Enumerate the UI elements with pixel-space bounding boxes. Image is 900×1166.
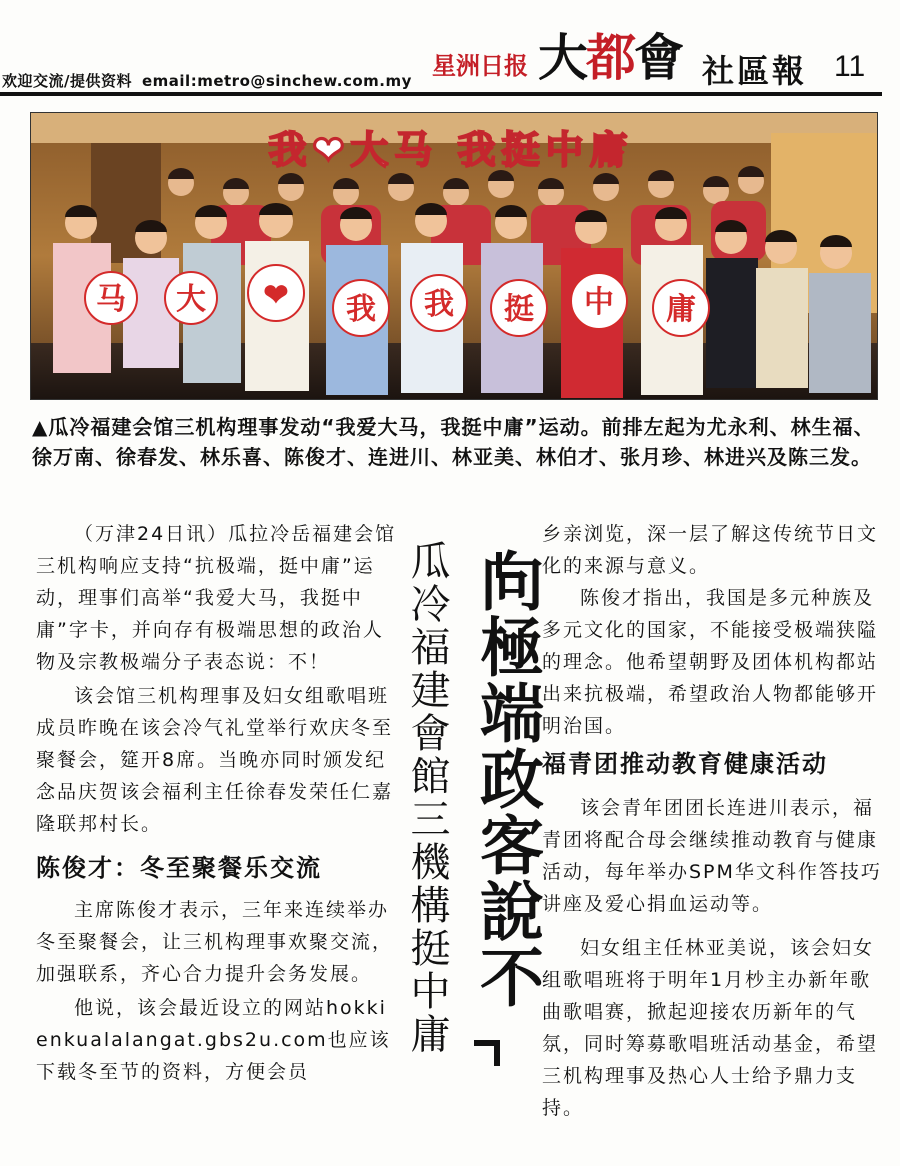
vertical-headline: 向極端政客說不 bbox=[469, 548, 543, 1010]
left-paragraph-1: （万津24日讯）瓜拉冷岳福建会馆三机构响应支持“抗极端，挺中庸”运动，理事们高举“我爱大马，我挺中庸”字卡，并向存有极端思想的政治人物及宗教极端分子表态说：不！ bbox=[36, 523, 397, 673]
article-right-column bbox=[542, 518, 882, 1124]
photo-banner: 我❤大马 我挺中庸 bbox=[268, 127, 634, 172]
photo-card-8: 庸 bbox=[666, 292, 696, 327]
vertical-subheadline: 瓜冷福建會館三機構挺中庸 bbox=[404, 540, 450, 1056]
photo-card-2: 大 bbox=[176, 282, 206, 317]
left-paragraph-4: 他说，该会最近设立的网站hokkienkualalangat.gbs2u.com也应该下载冬至节的资料，方便会员 bbox=[36, 997, 391, 1083]
right-paragraph-continued: 乡亲浏览，深一层了解这传统节日文化的来源与意义。 bbox=[542, 523, 879, 577]
brand-char-2: 都 bbox=[586, 28, 634, 87]
photo-card-3: ❤ bbox=[263, 278, 289, 313]
right-paragraph-2: 该会青年团团长连进川表示，福青团将配合母会继续推动教育与健康活动，每年举办SPM华文科作答技巧讲座及爱心捐血运动等。 bbox=[542, 797, 882, 915]
left-paragraph-3: 主席陈俊才表示，三年来连续举办冬至聚餐会，让三机构理事欢聚交流，加强联系，齐心合力提升会务发展。 bbox=[36, 899, 394, 985]
supplement-brand bbox=[538, 30, 682, 86]
contact-text: 欢迎交流/提供资料 bbox=[2, 72, 132, 90]
photo-card-6: 挺 bbox=[504, 292, 534, 327]
headline-bracket-close bbox=[474, 1040, 500, 1066]
right-paragraph-1: 陈俊才指出，我国是多元种族及多元文化的国家，不能接受极端狭隘的理念。他希望朝野及团体机构都站出来抗极端，希望政治人物都能够开明治国。 bbox=[542, 587, 879, 737]
section-name: 社區報 bbox=[702, 52, 808, 90]
photo-card-5: 我 bbox=[424, 287, 454, 322]
left-paragraph-2: 该会馆三机构理事及妇女组歌唱班成员昨晚在该会冷气礼堂举行欢庆冬至聚餐会，筵开8席。当晚亦同时颁发纪念品庆贺该会福利主任徐春发荣任仁嘉隆联邦村长。 bbox=[36, 685, 394, 835]
photo-card-1: 马 bbox=[96, 282, 126, 317]
right-paragraph-3: 妇女组主任林亚美说，该会妇女组歌唱班将于明年1月杪主办新年歌曲歌唱赛，掀起迎接农历新年的气氛，同时筹募歌唱班活动基金，希望三机构理事及热心人士给予鼎力支持。 bbox=[542, 937, 879, 1119]
photo-card-4: 我 bbox=[346, 292, 376, 327]
left-subheading: 陈俊才：冬至聚餐乐交流 bbox=[36, 854, 322, 882]
contact-line bbox=[2, 70, 412, 91]
right-subheading: 福青团推动教育健康活动 bbox=[542, 750, 828, 778]
email-address: email:metro@sinchew.com.my bbox=[141, 72, 412, 90]
newspaper-name: 星洲日报 bbox=[432, 51, 528, 80]
page-number: 11 bbox=[834, 50, 866, 83]
header-rule bbox=[0, 92, 882, 96]
group-photo bbox=[30, 112, 878, 400]
brand-char-1: 大 bbox=[538, 28, 586, 87]
article-left-column bbox=[36, 518, 398, 1088]
photo-caption: ▲瓜冷福建会馆三机构理事发动“我爱大马，我挺中庸”运动。前排左起为尤永利、林生福、徐万南、徐春发、林乐喜、陈俊才、连进川、林亚美、林伯才、张月珍、林进兴及陈三发。 bbox=[32, 415, 875, 469]
photo-card-7: 中 bbox=[584, 285, 614, 320]
brand-char-3: 會 bbox=[634, 28, 682, 87]
